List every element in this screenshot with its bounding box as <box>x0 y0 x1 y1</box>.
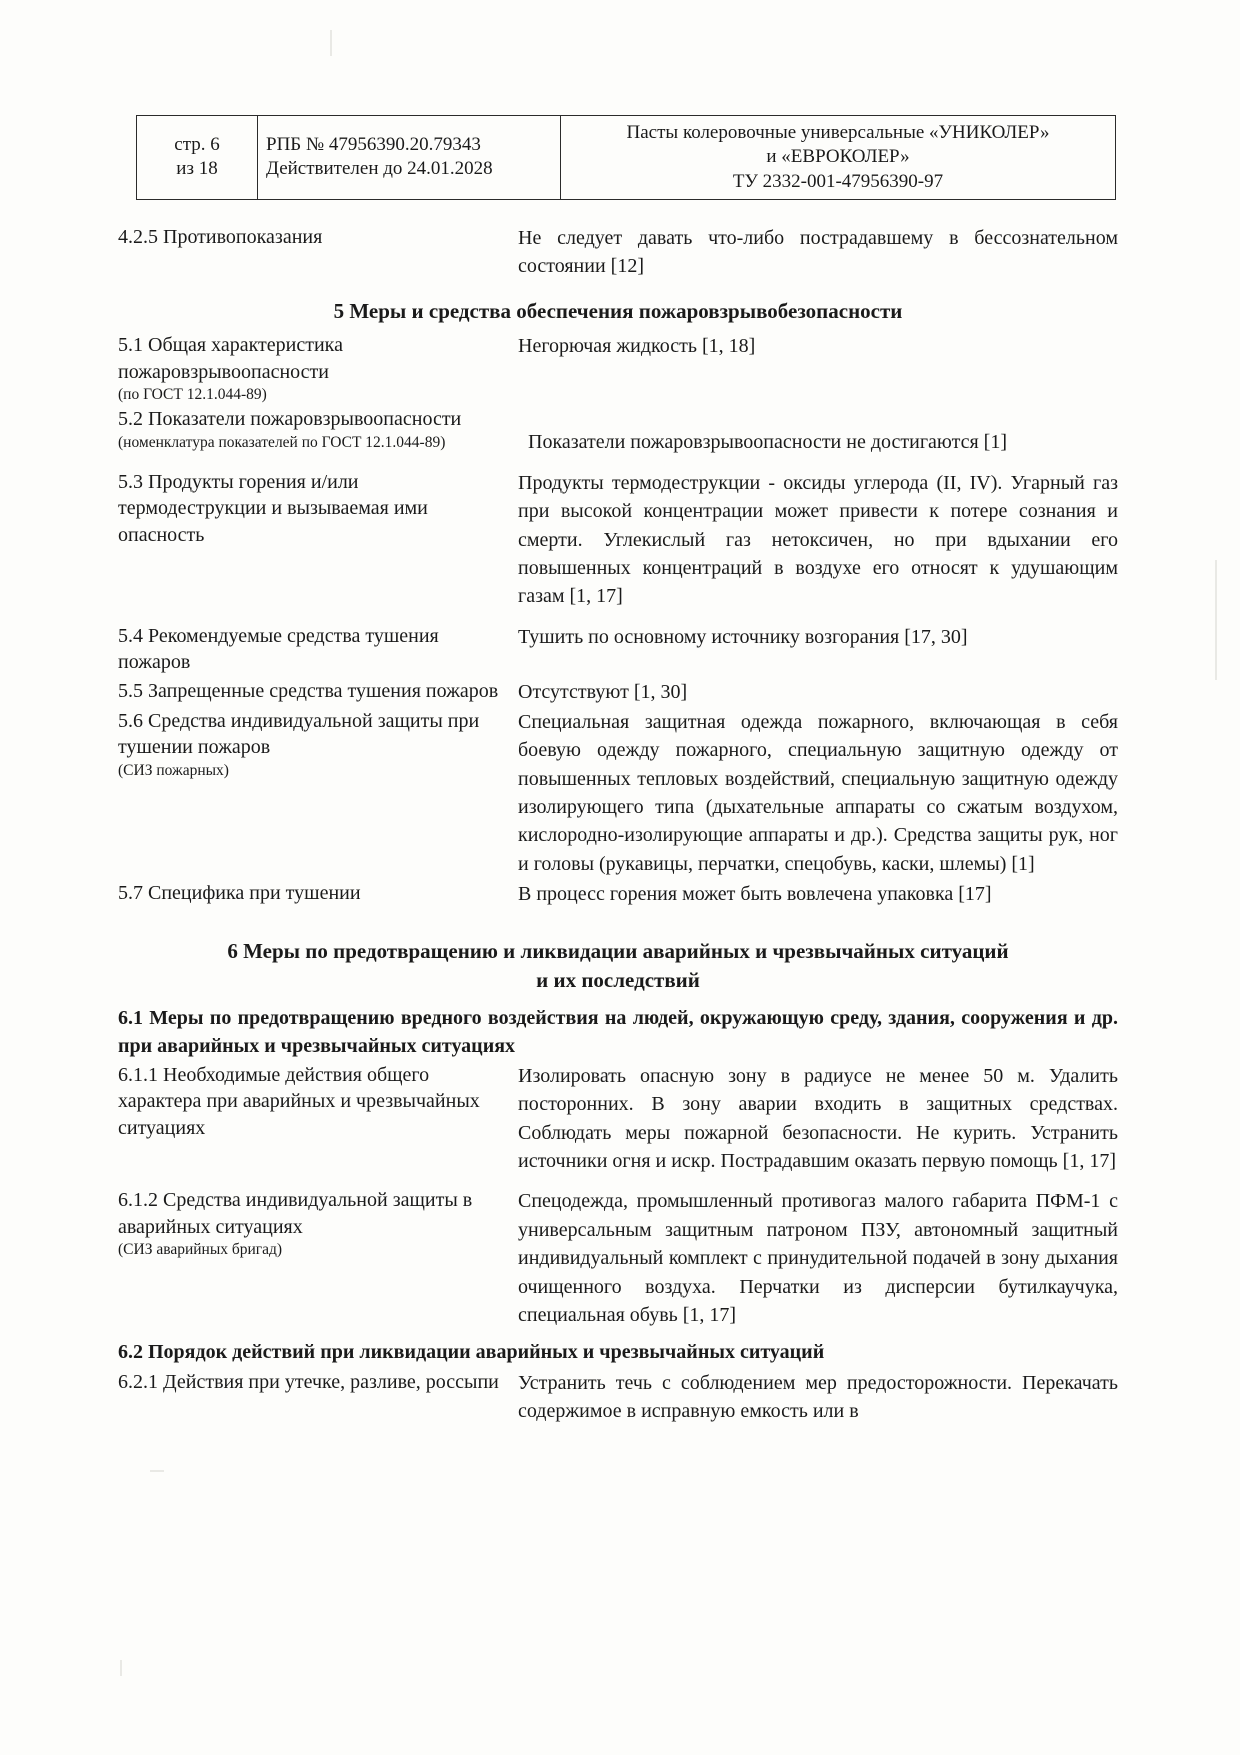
row-value: Тушить по основному источнику возгорания [17, 30] <box>518 625 968 648</box>
row-label-text: 5.6 Средства индивидуальной защиты при тушении пожаров <box>118 709 480 759</box>
row-label <box>118 708 510 780</box>
row-6-1-1 <box>118 1062 1118 1176</box>
row-label <box>118 678 510 704</box>
row-label <box>118 623 510 676</box>
row-label <box>118 880 510 906</box>
row-value: Не следует давать что-либо пострадавшему в бессознательном состоянии [12] <box>518 226 1118 278</box>
section-6-heading-line1: 6 Меры по предотвращению и ликвидации аварийных и чрезвычайных ситуаций <box>227 938 1009 963</box>
row-value: Продукты термодеструкции - оксиды углерода (II, IV). Угарный газ при высокой концентрации может привести к потере сознания и смерти. Углекислый газ нетоксичен, но при вдыхании его повышенных концентраций в воздухе его относят к удушающим газам [1, 17] <box>518 471 1118 608</box>
row-5-1 <box>118 332 1118 404</box>
subsection-6-1-heading: 6.1 Меры по предотвращению вредного воздействия на людей, окружающую среду, здания, сооружения и др. при аварийных и чрезвычайных ситуациях <box>118 1007 1118 1057</box>
row-label: 4.2.5 Противопоказания <box>118 225 323 248</box>
row-4-2-5 <box>118 224 1118 281</box>
row-5-6 <box>118 708 1118 878</box>
passport-validity: Действителен до 24.01.2028 <box>266 158 493 180</box>
row-value: Изолировать опасную зону в радиусе не менее 50 м. Удалить посторонних. В зону аварии входить в защитных средствах. Соблюдать меры пожарной безопасности. Не курить. Устранить источники огня и искр. Пострадавшим оказать первую помощь [1, 17] <box>518 1064 1118 1172</box>
row-value: Негорючая жидкость [1, 18] <box>518 335 756 358</box>
document-header-table <box>136 115 1116 200</box>
scan-artifact <box>120 1660 122 1676</box>
row-value: Показатели пожаровзрывоопасности не достигаются [1] <box>528 431 1007 454</box>
row-label-text: 5.3 Продукты горения и/или термодеструкции и вызываемая ими опасность <box>118 470 428 546</box>
product-title-line2: и «ЕВРОКОЛЕР» <box>766 146 910 168</box>
row-label-text: 6.1.2 Средства индивидуальной защиты в аварийных ситуациях <box>118 1189 473 1238</box>
product-standard: ТУ 2332-001-47956390-97 <box>732 170 944 192</box>
row-label-text: 5.5 Запрещенные средства тушения пожаров <box>118 679 499 702</box>
row-value: Специальная защитная одежда пожарного, включающая в себя боевую одежду пожарного, специальную защитную одежду от повышенных тепловых воздействий, специальную защитную одежду изолирующего типа (дыхательные аппараты со сжатым воздухом, кислородно-изолирующие аппараты и др.). Средства защиты рук, ног и головы (рукавицы, перчатки, спецобувь, каски, шлемы) [1] <box>518 710 1118 875</box>
scan-artifact <box>1215 560 1217 680</box>
row-label <box>118 406 510 452</box>
row-label-text: 5.2 Показатели пожаровзрывоопасности <box>118 408 462 431</box>
row-label-text: 5.7 Специфика при тушении <box>118 882 361 905</box>
row-value: Отсутствуют [1, 30] <box>518 680 688 703</box>
subsection-6-2-heading: 6.2 Порядок действий при ликвидации аварийных и чрезвычайных ситуаций <box>118 1341 825 1364</box>
scan-artifact <box>150 1470 164 1472</box>
section-5-heading: 5 Меры и средства обеспечения пожаровзрывобезопасности <box>333 298 903 323</box>
row-label-text: 5.4 Рекомендуемые средства тушения пожаров <box>118 624 439 674</box>
row-label-note: (СИЗ пожарных) <box>118 761 229 779</box>
row-label-note: (номенклатура показателей по ГОСТ 12.1.044-89) <box>118 433 446 451</box>
row-label-text: 6.2.1 Действия при утечке, разливе, россыпи <box>118 1370 499 1393</box>
row-label <box>118 469 510 548</box>
section-6-heading <box>118 937 1118 996</box>
row-label <box>118 1369 510 1395</box>
row-5-7 <box>118 880 1118 908</box>
row-label-note: (СИЗ аварийных бригад) <box>118 1241 283 1259</box>
row-value: В процесс горения может быть вовлечена упаковка [17] <box>518 883 992 906</box>
header-page-cell <box>137 116 258 200</box>
row-value: Спецодежда, промышленный противогаз малого габарита ПФМ-1 с универсальным защитным патроном ПЗУ, автономный защитный индивидуальный комплект с принудительной подачей в зону дыхания очищенного воздуха. Перчатки из дисперсии бутилкаучука, специальная обувь [1, 17] <box>518 1190 1118 1326</box>
product-title-line1: Пасты колеровочные универсальные «УНИКОЛЕР» <box>626 122 1050 143</box>
header-title-cell <box>561 116 1116 200</box>
row-5-5 <box>118 678 1118 706</box>
header-passport-cell <box>258 116 561 200</box>
section-6-heading-line2: и их последствий <box>536 968 700 993</box>
row-label <box>118 1187 510 1259</box>
page-content <box>118 115 1118 1425</box>
row-5-4 <box>118 623 1118 676</box>
page-number-line1: стр. 6 <box>174 134 220 156</box>
row-6-1-2 <box>118 1187 1118 1329</box>
row-5-2 <box>118 406 1118 456</box>
table-row <box>137 116 1116 200</box>
passport-number: РПБ № 47956390.20.79343 <box>266 134 481 156</box>
row-label-note: (по ГОСТ 12.1.044-89) <box>118 385 267 403</box>
row-label-text: 6.1.1 Необходимые действия общего характера при аварийных и чрезвычайных ситуациях <box>118 1063 480 1139</box>
row-label <box>118 332 510 404</box>
scan-artifact <box>330 30 332 56</box>
row-label-text: 5.1 Общая характеристика пожаровзрывоопасности <box>118 334 343 383</box>
row-value: Устранить течь с соблюдением мер предосторожности. Перекачать содержимое в исправную емкость или в <box>518 1371 1118 1422</box>
page-number-line2: из 18 <box>176 158 218 180</box>
row-5-3 <box>118 469 1118 611</box>
row-label <box>118 1062 510 1141</box>
row-6-2-1 <box>118 1369 1118 1426</box>
